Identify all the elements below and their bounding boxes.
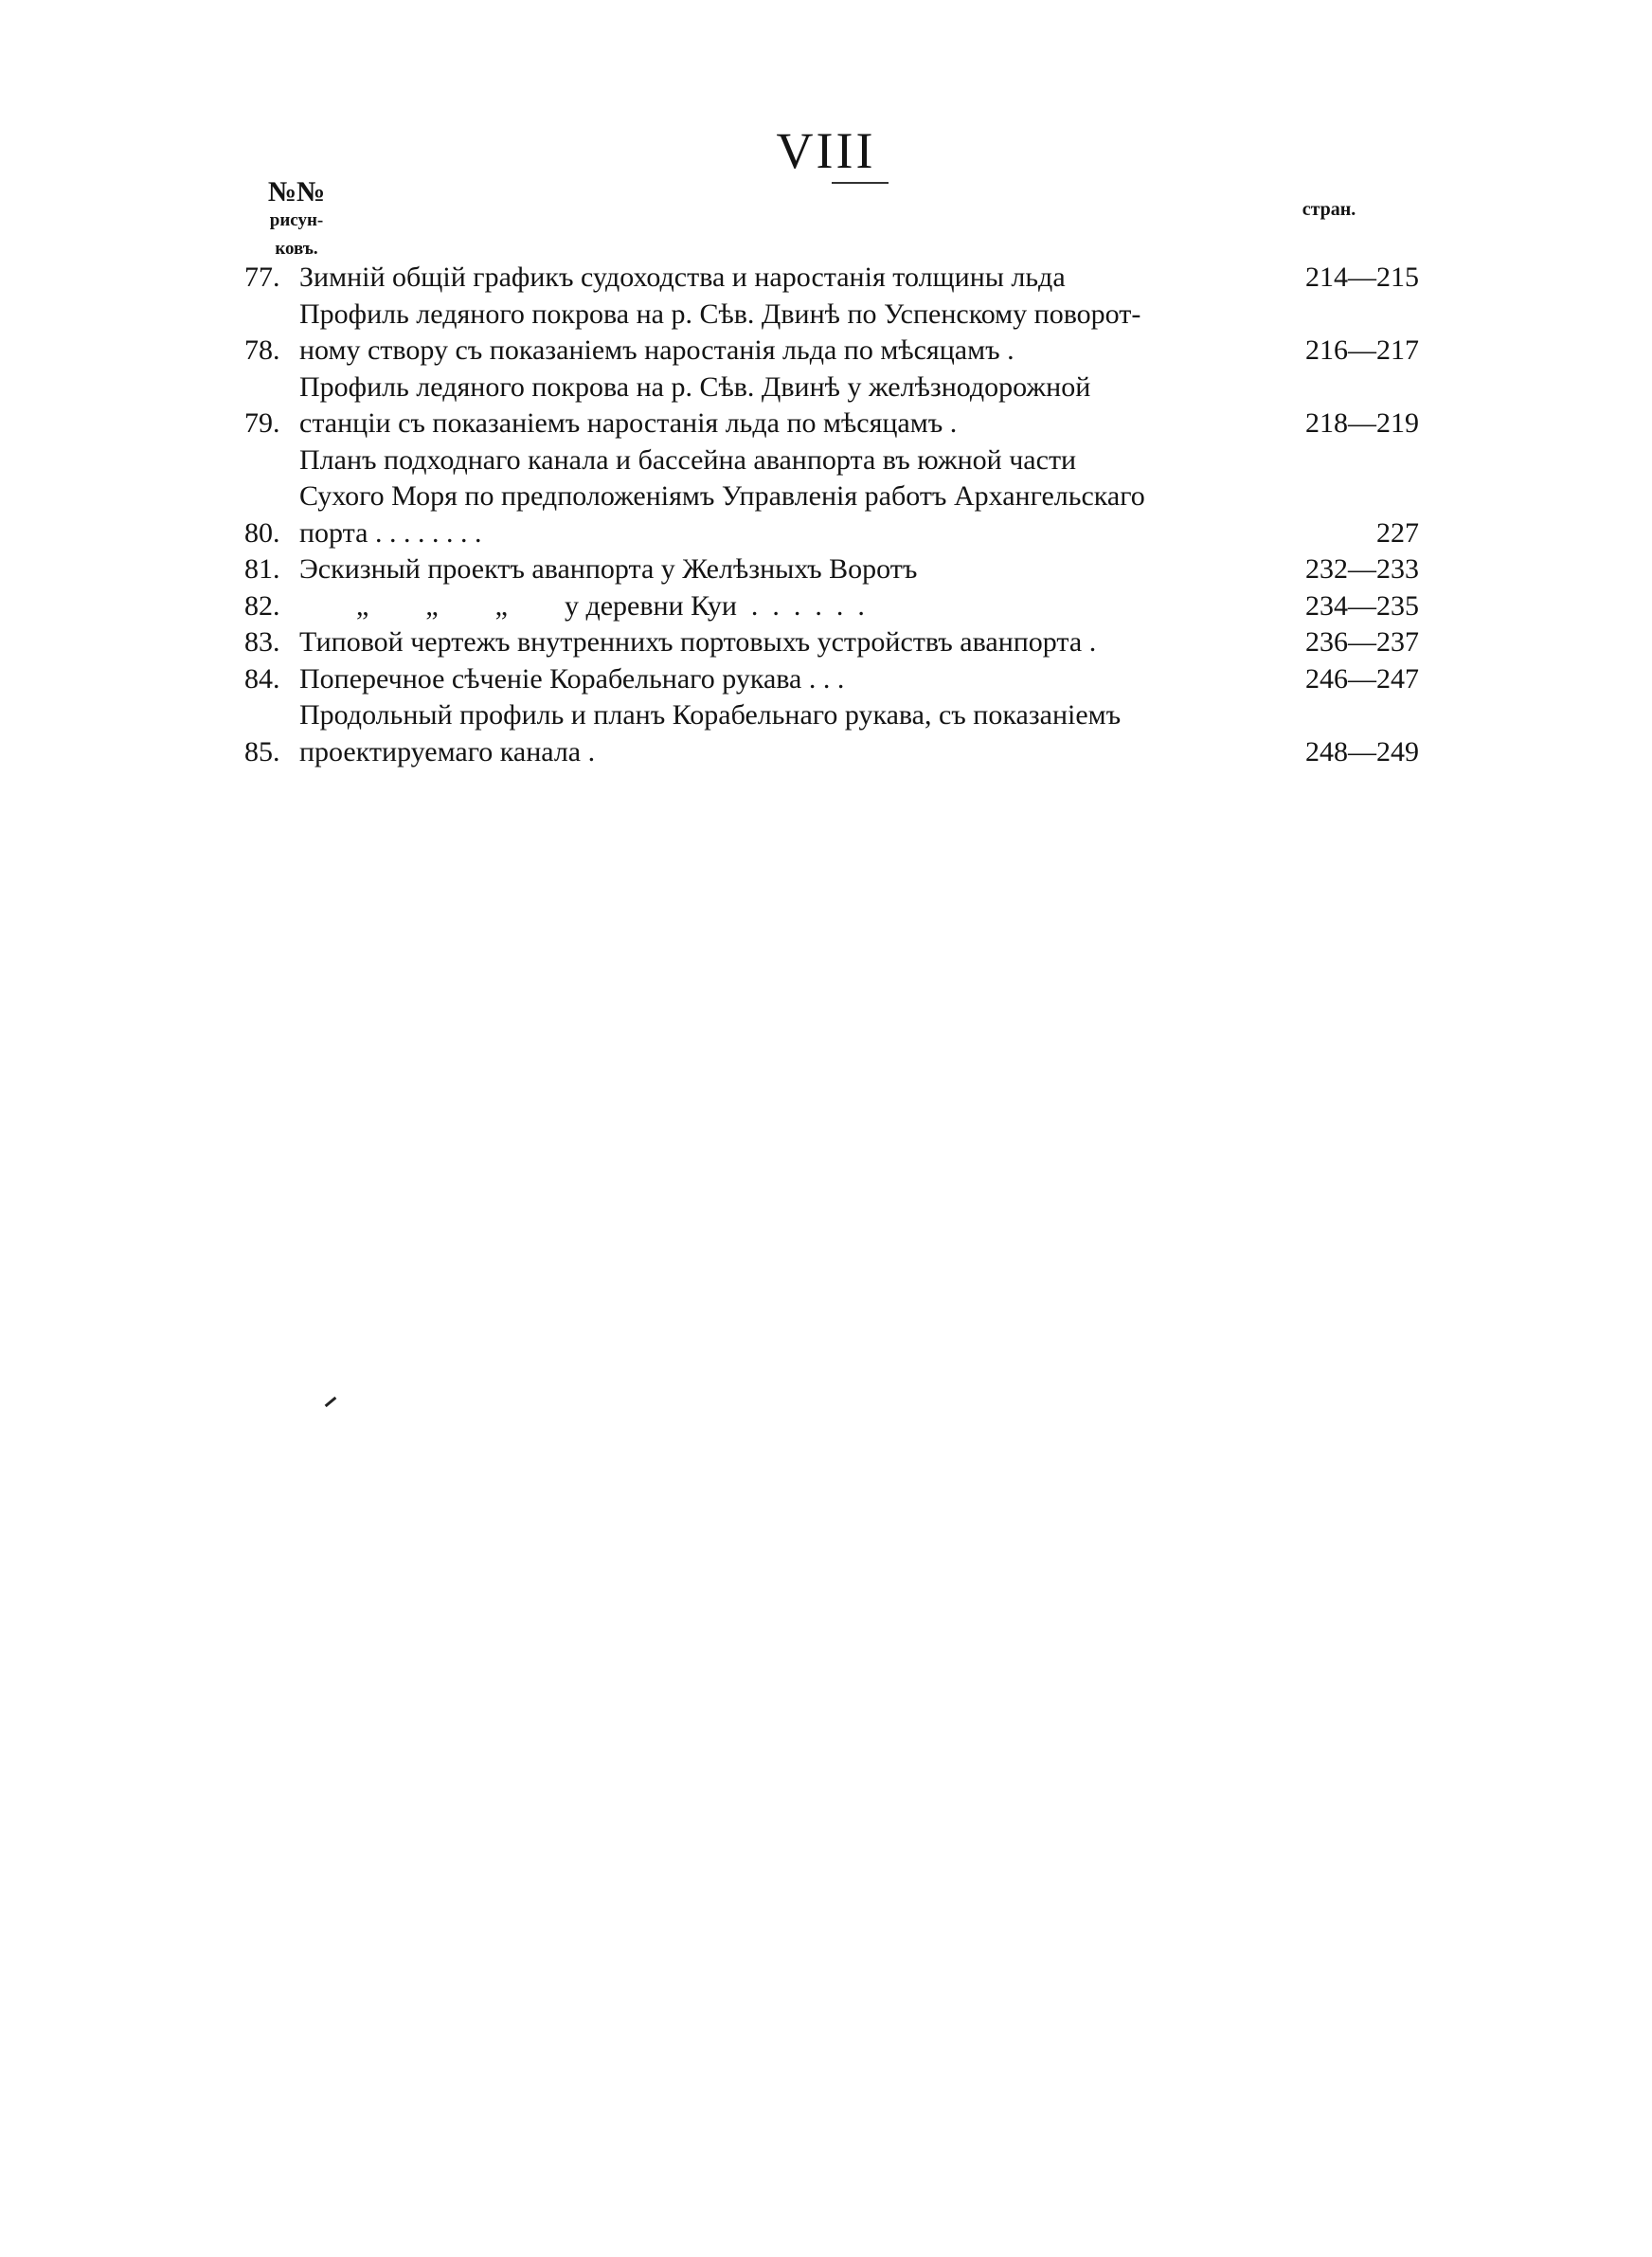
figure-title: Типовой чертежъ внутреннихъ портовыхъ устройствъ аванпорта . <box>299 626 1097 658</box>
figure-number-header-line2: ковъ. <box>275 239 318 259</box>
figure-number: 81. <box>244 553 280 585</box>
figure-pages: 214—215 <box>1305 262 1419 293</box>
page-column-header: стран. <box>1302 199 1356 220</box>
figure-entry-85 <box>244 697 1419 770</box>
figure-title: Продольный профиль и планъ Корабельнаго рукава, съ показаніемъ проектируемаго канала . <box>299 699 1122 767</box>
figure-pages: 227 <box>1376 516 1419 549</box>
figure-pages: 216—217 <box>1305 334 1419 366</box>
figure-title: Эскизный проектъ аванпорта у Желѣзныхъ Воротъ <box>299 553 918 585</box>
figure-pages: 248—249 <box>1305 735 1419 767</box>
figure-number: 82. <box>244 589 280 622</box>
page-number-underline <box>832 182 889 184</box>
figure-number: 84. <box>244 662 280 695</box>
figure-entry-84 <box>244 661 1419 698</box>
figure-number: 78. <box>244 334 280 366</box>
figure-number: 77. <box>244 262 280 293</box>
figure-list <box>244 260 1419 770</box>
figure-pages: 234—235 <box>1305 589 1419 622</box>
figure-entry-79 <box>244 370 1419 442</box>
figure-number: 83. <box>244 626 280 658</box>
figure-pages: 232—233 <box>1305 553 1419 585</box>
figure-title: „ „ „ у деревни Куи . . . . . . <box>299 589 865 622</box>
figure-title: Зимній общій графикъ судоходства и наростанія толщины льда <box>299 262 1066 293</box>
figure-pages: 236—237 <box>1305 626 1419 658</box>
figure-entry-77 <box>244 260 1419 297</box>
figure-title: Планъ подходнаго канала и бассейна аванпорта въ южной части Сухого Моря по предположеніямъ Управленія работъ Архангельскаго порта . . . . . . . . <box>299 443 1145 549</box>
figure-number: 85. <box>244 735 280 767</box>
figure-entry-80 <box>244 442 1419 552</box>
figure-number-symbol: №№ <box>267 176 326 208</box>
figure-title: Профиль ледяного покрова на р. Сѣв. Двинѣ по Успенскому поворот- ному створу съ показаніемъ наростанія льда по мѣсяцамъ . <box>299 298 1141 366</box>
figure-pages: 246—247 <box>1305 662 1419 695</box>
figure-entry-81 <box>244 551 1419 588</box>
figure-number: 80. <box>244 516 280 549</box>
figure-number-header-line1: рисун- <box>269 210 324 230</box>
figure-entry-78 <box>244 297 1419 370</box>
stray-ink-mark <box>325 1397 337 1407</box>
figure-entry-83 <box>244 624 1419 661</box>
figure-title: Профиль ледяного покрова на р. Сѣв. Двинѣ у желѣзнодорожной станціи съ показаніемъ наростанія льда по мѣсяцамъ . <box>299 370 1091 439</box>
figure-title: Поперечное сѣченіе Корабельнаго рукава . . . <box>299 662 845 695</box>
figure-number: 79. <box>244 407 280 439</box>
figure-pages: 218—219 <box>1305 407 1419 439</box>
page-number: VIII <box>776 122 876 179</box>
figure-number-column-header <box>244 178 349 263</box>
figure-entry-82 <box>244 588 1419 625</box>
